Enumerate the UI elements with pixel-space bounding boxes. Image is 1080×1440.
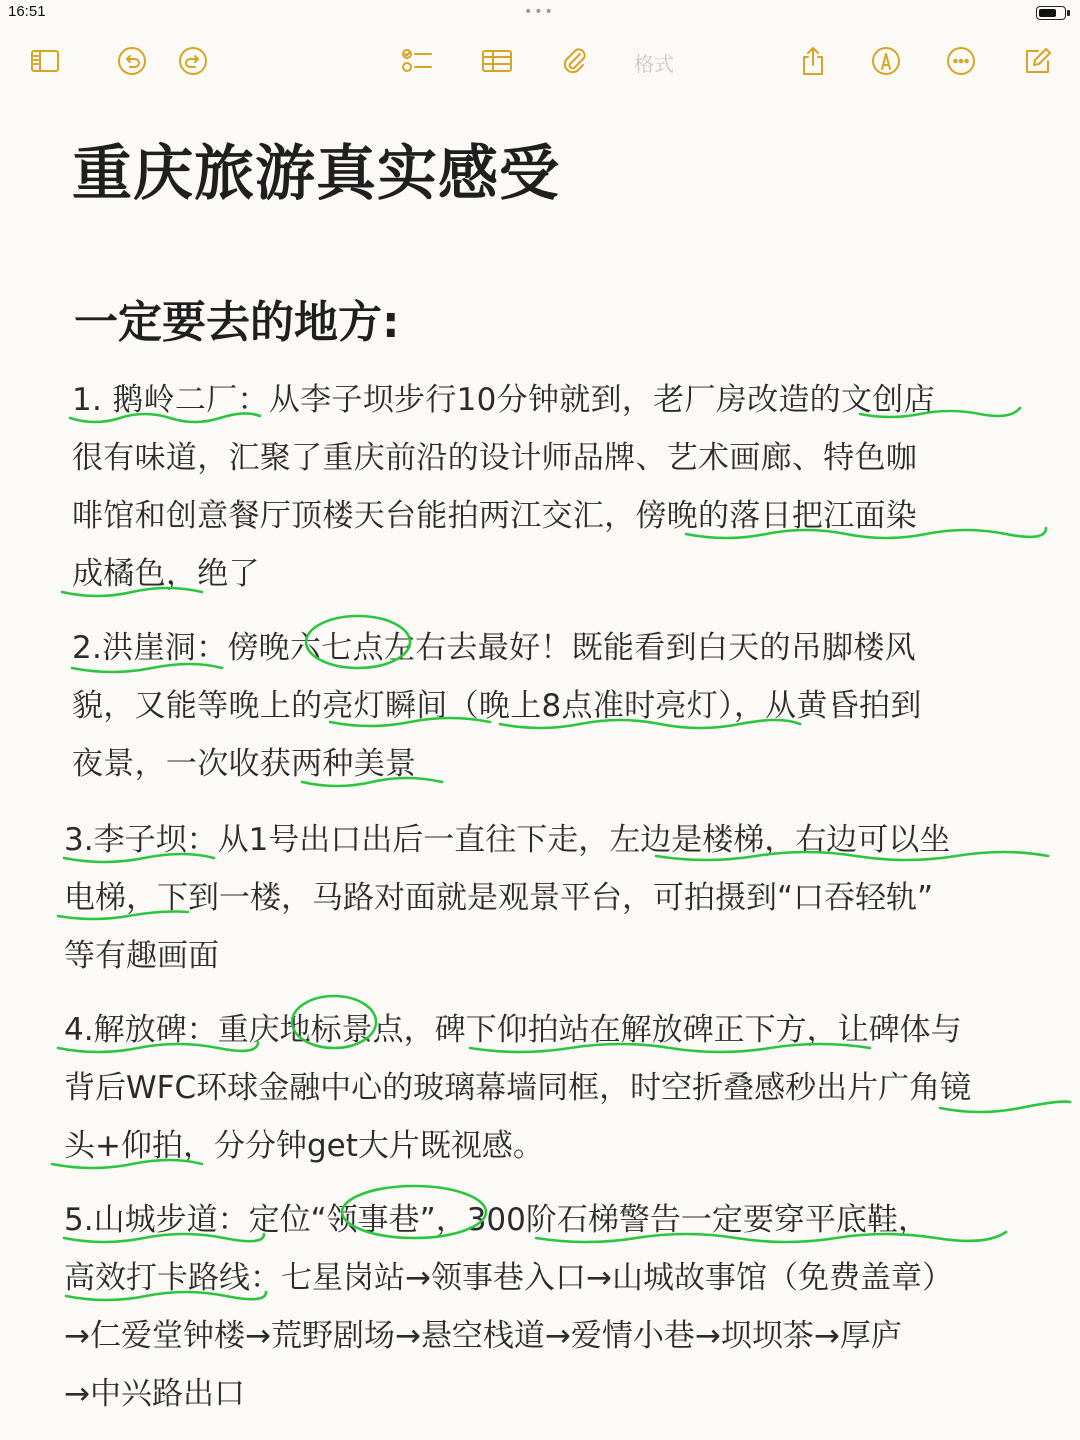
note-line: →中兴路出口 (64, 1376, 245, 1412)
multitask-dots-icon[interactable]: ••• (524, 4, 555, 20)
note-line: 高效打卡路线：七星岗站→领事巷入口→山城故事馆（免费盖章） (64, 1260, 953, 1296)
note-line: 貌，又能等晚上的亮灯瞬间（晚上8点准时亮灯），从黄昏拍到 (72, 688, 922, 724)
status-time: 16:51 (8, 3, 46, 20)
note-line: 背后WFC环球金融中心的玻璃幕墙同框，时空折叠感秒出片广角镜 (64, 1070, 972, 1106)
note-line: 很有味道，汇聚了重庆前沿的设计师品牌、艺术画廊、特色咖 (72, 440, 918, 476)
section-heading: 一定要去的地方: (74, 297, 400, 348)
note-line: 等有趣画面 (64, 938, 219, 974)
note-line: 5.山城步道：定位“领事巷”，300阶石梯警告一定要穿平底鞋， (64, 1202, 929, 1238)
note-line: →仁爱堂钟楼→荒野剧场→悬空栈道→爱情小巷→坝坝茶→厚庐 (64, 1318, 902, 1354)
note-line: 啡馆和创意餐厅顶楼天台能拍两江交汇，傍晚的落日把江面染 (72, 498, 918, 534)
format-button[interactable]: 格式 (634, 52, 674, 76)
note-line: 成橘色，绝了 (72, 556, 260, 592)
note-line: 4.解放碑：重庆地标景点，碑下仰拍站在解放碑正下方，让碑体与 (64, 1012, 962, 1048)
note-title: 重庆旅游真实感受 (72, 139, 560, 209)
note-line: 头+仰拍，分分钟get大片既视感。 (64, 1128, 544, 1164)
note-line: 2.洪崖洞：傍晚六七点左右去最好！既能看到白天的吊脚楼风 (72, 630, 916, 666)
note-line: 夜景，一次收获两种美景 (72, 746, 417, 782)
note-line: 1. 鹅岭二厂：从李子坝步行10分钟就到，老厂房改造的文创店 (72, 382, 935, 418)
note-line: 3.李子坝：从1号出口出后一直往下走，左边是楼梯，右边可以坐 (64, 822, 951, 858)
note-line: 电梯，下到一楼，马路对面就是观景平台，可拍摄到“口吞轻轨” (64, 880, 934, 916)
